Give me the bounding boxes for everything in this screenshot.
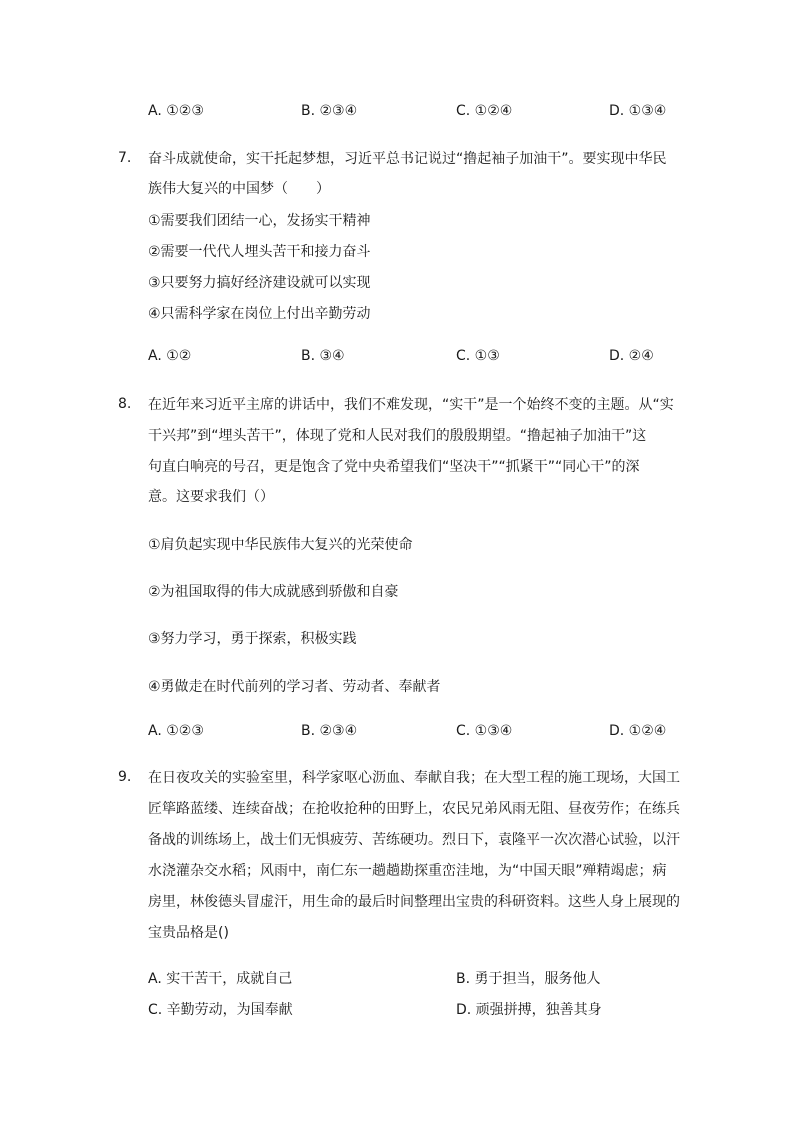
q9-stem-line-1: 在日夜攻关的实验室里，科学家呕心沥血、奉献自我；在大型工程的施工现场，大国工 (148, 770, 680, 786)
q7-option-a: A. ①② (148, 348, 192, 364)
q9-stem-line-4: 水浇灌杂交水稻；风雨中，南仁东一趟趟勘探重峦洼地，为“中国天眼”殚精竭虑；病 (148, 863, 667, 879)
q8-stem-line-4: 意。这要求我们（） (148, 489, 274, 505)
q6-option-d: D. ①③④ (609, 103, 667, 119)
q7-stem-line-2: 族伟大复兴的中国梦（ ） (148, 181, 330, 197)
q8-item-3: ③努力学习，勇于探索，积极实践 (148, 631, 357, 647)
q7-item-2: ②需要一代代人埋头苦干和接力奋斗 (148, 244, 371, 260)
q8-item-2: ②为祖国取得的伟大成就感到骄傲和自豪 (148, 584, 399, 600)
q8-option-c: C. ①③④ (456, 723, 513, 739)
q9-option-d: D. 顽强拼搏，独善其身 (456, 1002, 602, 1018)
q7-option-c: C. ①③ (456, 348, 500, 364)
q8-option-b: B. ②③④ (301, 723, 358, 739)
q8-option-d: D. ①②④ (609, 723, 667, 739)
q7-option-b: B. ③④ (301, 348, 345, 364)
q8-number: 8. (118, 396, 132, 412)
q8-stem-line-3: 句直白响亮的号召，更是饱含了党中央希望我们“坚决干”“抓紧干”“同心干”的深 (148, 459, 640, 475)
q8-option-a: A. ①②③ (148, 723, 204, 739)
q9-option-b: B. 勇于担当，服务他人 (456, 971, 601, 987)
q7-item-4: ④只需科学家在岗位上付出辛勤劳动 (148, 306, 371, 322)
q9-stem-line-6: 宝贵品格是() (148, 925, 229, 941)
q6-option-c: C. ①②④ (456, 103, 513, 119)
q9-stem-line-2: 匠筚路蓝缕、连续奋战；在抢收抢种的田野上，农民兄弟风雨无阻、昼夜劳作；在练兵 (148, 801, 680, 817)
q6-option-a: A. ①②③ (148, 103, 204, 119)
q6-option-b: B. ②③④ (301, 103, 358, 119)
q7-number: 7. (118, 150, 132, 166)
q9-stem-line-5: 房里，林俊德头冒虚汗，用生命的最后时间整理出宝贵的科研资料。这些人身上展现的 (148, 894, 680, 910)
q9-number: 9. (118, 769, 132, 785)
q9-option-a: A. 实干苦干，成就自己 (148, 971, 293, 987)
q8-item-1: ①肩负起实现中华民族伟大复兴的光荣使命 (148, 537, 413, 553)
q9-stem-line-3: 备战的训练场上，战士们无惧疲劳、苦练硬功。烈日下，袁隆平一次次潜心试验，以汗 (148, 832, 680, 848)
q7-stem-line-1: 奋斗成就使命，实干托起梦想，习近平总书记说过“撸起袖子加油干”。要实现中华民 (148, 151, 667, 167)
q8-stem-line-2: 干兴邦”到“埋头苦干”，体现了党和人民对我们的殷殷期望。“撸起袖子加油干”这 (148, 428, 647, 444)
q9-option-c: C. 辛勤劳动，为国奉献 (148, 1002, 293, 1018)
q7-item-1: ①需要我们团结一心，发扬实干精神 (148, 213, 371, 229)
q7-option-d: D. ②④ (609, 348, 654, 364)
q8-stem-line-1: 在近年来习近平主席的讲话中，我们不难发现，“实干”是一个始终不变的主题。从“实 (148, 397, 674, 413)
q7-item-3: ③只要努力搞好经济建设就可以实现 (148, 275, 371, 291)
q8-item-4: ④勇做走在时代前列的学习者、劳动者、奉献者 (148, 679, 441, 695)
